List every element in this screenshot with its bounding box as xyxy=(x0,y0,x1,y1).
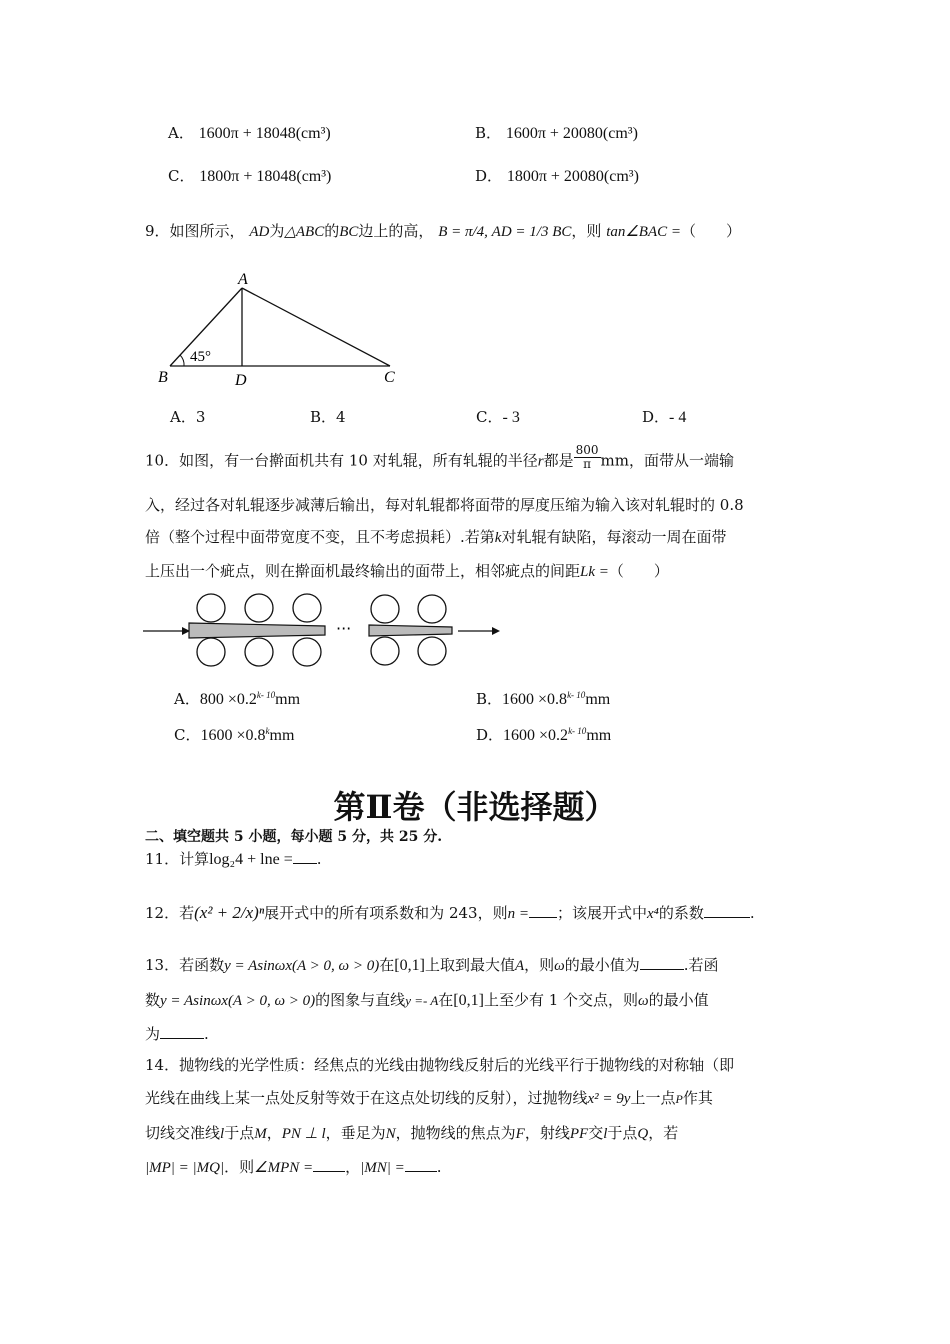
q14-p: P xyxy=(675,1092,683,1106)
q9-option-c-value: - 3 xyxy=(502,409,520,426)
q14-text-3d: ，垂足为 xyxy=(325,1124,386,1142)
q8-option-c-expr: 1800π + 18048(cm³) xyxy=(199,168,332,185)
q10-option-d xyxy=(476,724,611,745)
q9-option-a-letter: A． xyxy=(170,408,196,426)
q13-end: . xyxy=(204,1025,209,1043)
q12-text-3: ；该展开式中 xyxy=(556,904,647,922)
q12-number: 12． xyxy=(145,904,180,922)
q10-line-4 xyxy=(145,560,669,581)
q9-text-2: 为 xyxy=(269,222,285,240)
q14-q: Q xyxy=(637,1126,649,1142)
q13-interval: [0,1] xyxy=(394,957,425,974)
q10-option-c-unit: mm xyxy=(269,727,295,744)
q10-text-4b: （ ） xyxy=(608,562,669,580)
q10-option-b xyxy=(476,688,610,709)
q10-number: 10． xyxy=(145,451,180,470)
q11-stem xyxy=(145,848,322,869)
q13-text-5: 的最小值为 xyxy=(564,956,640,974)
q10-frac-num: 800 xyxy=(575,443,599,457)
q8-option-d-expr: 1800π + 20080(cm³) xyxy=(506,168,639,185)
q9-option-c-letter: C． xyxy=(476,408,503,426)
q13-answer-blank-1[interactable] xyxy=(640,955,684,970)
q14-text-3e: ，抛物线的焦点为 xyxy=(395,1124,516,1142)
q10-line-2: 入，经过各对轧辊逐步减薄后输出，每对轧辊都将面带的厚度压缩为输入该对轧辊时的 0.8 xyxy=(145,496,744,514)
q9-stem xyxy=(145,220,741,241)
q13-text-2: 在 xyxy=(379,956,395,974)
q9-label-a: A xyxy=(238,271,248,288)
q14-text-2c: 作其 xyxy=(682,1089,713,1107)
q12-answer-blank-2[interactable] xyxy=(704,903,750,918)
q14-text-3g: 交 xyxy=(588,1124,604,1142)
q13-text-9: 在 xyxy=(438,991,454,1009)
q12-expr: (x² + 2/x)ⁿ xyxy=(194,903,265,922)
q9-option-c xyxy=(476,406,520,427)
q13-omega-2: ω xyxy=(638,993,649,1009)
q10-text-4a: 上压出一个疵点，则在擀面机最终输出的面带上，相邻疵点的间距 xyxy=(145,562,581,580)
q14-text-3i: ，若 xyxy=(648,1124,679,1142)
q13-number: 13． xyxy=(145,956,180,974)
q13-text-10: 上至少有 1 个交点，则 xyxy=(483,991,639,1009)
q12-answer-blank-1[interactable] xyxy=(529,903,557,918)
q8-option-a-letter: A． xyxy=(168,124,194,142)
q13-line-2 xyxy=(145,989,709,1010)
q13-text-1: 若函数 xyxy=(179,956,225,974)
q12-text-2: 展开式中的所有项系数和为 243，则 xyxy=(264,904,508,922)
q13-answer-blank-2[interactable] xyxy=(160,1024,204,1039)
q14-text-3a: 切线交准线 xyxy=(145,1124,221,1142)
q8-option-c-letter: C． xyxy=(168,167,195,185)
q12-x4: x⁴ xyxy=(646,906,659,922)
q14-n: N xyxy=(385,1126,396,1142)
q8-option-b-letter: B． xyxy=(475,124,502,142)
q9-option-a-value: 3 xyxy=(195,408,206,426)
q14-text-3f: ，射线 xyxy=(524,1124,570,1142)
q10-lk: Lk = xyxy=(580,564,609,580)
q10-text-3b: 对轧辊有缺陷，每滚动一周在面带 xyxy=(501,528,727,546)
q10-option-a-unit: mm xyxy=(275,691,301,708)
q12-end: . xyxy=(749,904,755,922)
q10-option-a-exp: k- 10 xyxy=(256,690,276,700)
q14-text-2a: 光线在曲线上某一点处反射等效于在这点处切线的反射），过抛物线 xyxy=(145,1089,588,1107)
q13-line-eq: y =- A xyxy=(405,993,439,1008)
q9-number: 9． xyxy=(145,222,170,240)
q9-label-c: C xyxy=(384,369,395,386)
q13-text-4: ，则 xyxy=(524,956,555,974)
q10-option-b-base: 1600 ×0.8 xyxy=(502,691,568,708)
q8-option-b-expr: 1600π + 20080(cm³) xyxy=(505,125,638,142)
q10-option-b-unit: mm xyxy=(585,691,611,708)
q10-option-c-letter: C． xyxy=(174,726,201,744)
q14-m: M xyxy=(254,1126,267,1142)
q13-text-6: .若函 xyxy=(683,956,719,974)
q10-option-c-base: 1600 ×0.8 xyxy=(200,727,266,744)
q10-line-1 xyxy=(145,443,734,475)
q9-angle-label: 45° xyxy=(190,349,211,365)
q9-triangle-figure xyxy=(150,270,410,395)
q10-frac-den: π xyxy=(583,457,591,471)
q10-option-d-base: 1600 ×0.2 xyxy=(503,727,569,744)
q12-n: n = xyxy=(507,906,529,922)
q14-text-4b: ， xyxy=(345,1158,361,1176)
q13-text-3: 上取到最大值 xyxy=(424,956,515,974)
q14-perp: PN ⊥ l xyxy=(281,1126,326,1142)
q14-text-3c: ， xyxy=(266,1124,282,1142)
q13-text-8: 的图象与直线 xyxy=(315,991,406,1009)
q10-roller-figure xyxy=(140,590,510,670)
q14-pf: PF xyxy=(569,1126,589,1142)
q9-paren: （ ） xyxy=(681,222,742,240)
q10-option-a-letter: A． xyxy=(174,690,200,708)
q9-bc: BC xyxy=(339,224,359,240)
q8-option-a xyxy=(168,122,331,143)
q13-a: A xyxy=(514,958,525,974)
q14-line-1 xyxy=(145,1054,734,1075)
q14-line-3 xyxy=(145,1122,678,1143)
q10-text-1c: mm，面带从一端输 xyxy=(600,451,734,470)
q10-r: r xyxy=(537,453,544,470)
q10-option-a-base: 800 ×0.2 xyxy=(199,691,257,708)
q9-option-b xyxy=(310,406,346,427)
q11-end: . xyxy=(316,850,322,868)
q11-number: 11． xyxy=(145,850,180,868)
part2-title: 第Ⅱ卷（非选择题） xyxy=(333,788,617,826)
q14-angle: ∠MPN = xyxy=(254,1160,314,1176)
q14-mn: |MN| = xyxy=(360,1160,405,1176)
q14-l: l xyxy=(220,1126,225,1142)
q9-text-3: 的 xyxy=(324,222,340,240)
q11-expr: log₂4 + lne = xyxy=(209,851,293,868)
q13-line-1 xyxy=(145,954,719,975)
q13-function: y = Asinωx(A > 0, ω > 0) xyxy=(224,958,380,974)
q14-parabola: x² = 9y xyxy=(587,1091,631,1107)
q14-l-2: l xyxy=(603,1126,608,1142)
q11-answer-blank[interactable] xyxy=(293,849,317,864)
q14-line-4 xyxy=(145,1156,442,1177)
q10-text-3a: 倍（整个过程中面带宽度不变，且不考虑损耗）.若第 xyxy=(145,528,495,546)
q14-end: . xyxy=(436,1158,442,1176)
q13-text-11: 的最小值 xyxy=(648,991,709,1009)
q14-text-4a: ．则 xyxy=(224,1158,255,1176)
q9-condition: B = π/4, AD = 1/3 BC xyxy=(438,224,572,240)
q9-target: tan∠BAC = xyxy=(606,224,682,240)
section-heading: 二、填空题共 5 小题，每小题 5 分，共 25 分. xyxy=(145,829,443,845)
q10-text-1b: 都是 xyxy=(543,451,574,470)
q10-option-c xyxy=(174,724,294,745)
q9-text-1: 如图所示， xyxy=(169,222,245,240)
q9-ad: AD xyxy=(249,224,270,240)
q9-option-b-letter: B． xyxy=(310,408,337,426)
q14-f: F xyxy=(515,1126,525,1142)
q14-line-2 xyxy=(145,1087,713,1108)
q9-option-d xyxy=(642,406,686,427)
q13-text-12: 为 xyxy=(145,1025,161,1043)
q9-triangle: △ABC xyxy=(284,224,325,240)
q8-option-d-letter: D． xyxy=(475,167,503,185)
q10-option-d-exp: k- 10 xyxy=(568,726,587,736)
q10-option-b-letter: B． xyxy=(476,690,503,708)
q8-option-c xyxy=(168,165,331,186)
q12-text-4: 的系数 xyxy=(658,904,704,922)
q14-answer-blank-1[interactable] xyxy=(313,1157,345,1172)
q10-option-d-letter: D． xyxy=(476,726,504,744)
q14-text-3b: 于点 xyxy=(224,1124,255,1142)
q10-option-c-exp: k xyxy=(265,726,270,736)
q9-option-d-letter: D． xyxy=(642,408,670,426)
q8-option-b xyxy=(475,122,638,143)
q13-interval-2: [0,1] xyxy=(453,992,484,1009)
q14-text-3h: 于点 xyxy=(607,1124,638,1142)
q9-option-b-value: 4 xyxy=(336,408,346,426)
q9-label-b: B xyxy=(158,369,168,386)
q10-dots: ··· xyxy=(336,619,352,638)
q14-answer-blank-2[interactable] xyxy=(405,1157,437,1172)
q9-option-d-value: - 4 xyxy=(669,409,687,426)
q10-k: k xyxy=(494,530,502,546)
q11-text: 计算 xyxy=(179,850,210,868)
q10-option-a xyxy=(174,688,300,709)
q8-option-a-expr: 1600π + 18048(cm³) xyxy=(198,125,331,142)
q13-omega: ω xyxy=(554,958,565,974)
q13-text-7: 数 xyxy=(145,991,161,1009)
q9-text-4: 边上的高， xyxy=(358,222,434,240)
q10-line-3 xyxy=(145,526,726,547)
q12-text-1: 若 xyxy=(179,904,195,922)
q10-option-d-unit: mm xyxy=(586,727,612,744)
q12-stem xyxy=(145,902,755,923)
q10-fraction xyxy=(574,444,601,471)
q9-text-5: ，则 xyxy=(571,222,602,240)
q14-text-2b: 上一点 xyxy=(630,1089,676,1107)
q8-option-d xyxy=(475,165,639,186)
q9-option-a xyxy=(170,406,205,427)
q13-line-3 xyxy=(145,1023,209,1044)
q9-label-d: D xyxy=(235,372,247,389)
q14-condition: |MP| = |MQ| xyxy=(145,1160,225,1176)
q14-text-1: 抛物线的光学性质：经焦点的光线由抛物线反射后的光线平行于抛物线的对称轴（即 xyxy=(179,1056,735,1074)
q14-number: 14． xyxy=(145,1056,180,1074)
q13-function-2: y = Asinωx(A > 0, ω > 0) xyxy=(160,993,316,1009)
q10-text-1a: 如图，有一台擀面机共有 10 对轧辊，所有轧辊的半径 xyxy=(179,451,538,470)
q10-option-b-exp: k- 10 xyxy=(567,690,586,700)
